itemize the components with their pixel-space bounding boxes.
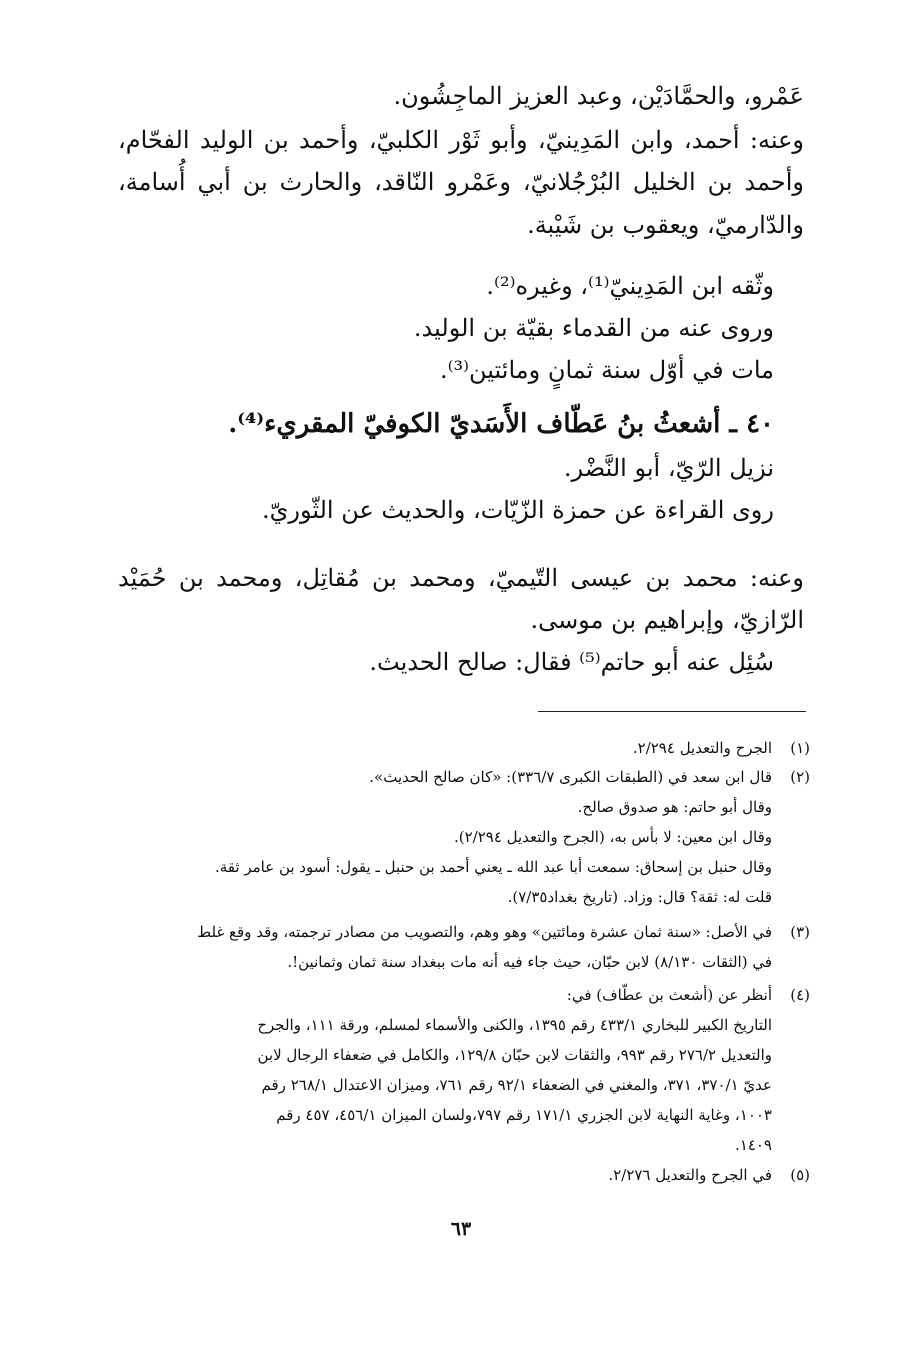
footnote-2-line-5: قلت له: ثقة؟ قال: وزاد. (تاريخ بغداد٧/٣٥).: [507, 888, 772, 906]
footnote-number: (١): [790, 739, 810, 757]
body-line-13: سُئِل عنه أبو حاتم⁽⁵⁾ فقال: صالح الحديث.: [369, 648, 774, 676]
body-line-12: الرّازيّ، وإبراهيم بن موسى.: [530, 606, 804, 634]
footnote-2-line-4: وقال حنبل بن إسحاق: سمعت أبا عبد الله ـ يعني أحمد بن حنبل ـ يقول: أسود بن عامر ثقة.: [215, 858, 772, 876]
entry-heading: ٤٠ ـ أشعثُ بنُ عَطّاف الأَسَديّ الكوفيّ المقريء⁽⁴⁾.: [228, 409, 774, 439]
body-line-11: وعنه: محمد بن عيسى التّيميّ، ومحمد بن مُقاتِل، ومحمد بن حُمَيْد: [118, 564, 804, 592]
footnote-number: (٢): [790, 768, 810, 786]
footnote-4: [112, 983, 810, 1007]
footnote-1: [112, 736, 810, 760]
footnote-4-line-4: عديّ ٣٧٠/١، ٣٧١، والمغني في الضعفاء ٩٢/١ رقم ٧٦١، وميزان الاعتدال ٢٦٨/١ رقم: [261, 1076, 772, 1094]
body-line-4: والدّارميّ، ويعقوب بن شَيْبة.: [527, 211, 804, 239]
footnote-4-line-2: التاريخ الكبير للبخاري ٤٣٣/١ رقم ١٣٩٥، والكنى والأسماء لمسلم، ورقة ١١١، والجرح: [257, 1016, 772, 1034]
footnote-text: الجرح والتعديل ٢/٢٩٤.: [632, 739, 772, 757]
footnote-text: في الأصل: «سنة ثمان عشرة ومائتين» وهو وهم، والتصويب من مصادر ترجمته، وقد وقع غلط: [197, 923, 772, 941]
body-line-10: روى القراءة عن حمزة الزّيّات، والحديث عن الثّوريّ.: [261, 496, 774, 524]
body-line-9: نزيل الرّيّ، أبو النَّضْر.: [563, 454, 774, 482]
footnote-5: [112, 1163, 810, 1187]
body-line-1: عَمْرو، والحمَّادَيْن، وعبد العزيز الماجِشُون.: [393, 82, 804, 110]
body-line-6: وروى عنه من القدماء بقيّة بن الوليد.: [413, 314, 774, 342]
footnote-2: [112, 765, 810, 789]
footnote-2-line-3: وقال ابن معين: لا بأس به، (الجرح والتعديل ٢/٢٩٤).: [453, 828, 772, 846]
footnote-3: [112, 920, 810, 944]
footnote-text: أنظر عن (أشعث بن عطّاف) في:: [566, 986, 772, 1004]
body-line-5: وثّقه ابن المَدِينيّ⁽¹⁾، وغيره⁽²⁾.: [486, 272, 774, 300]
footnote-number: (٤): [790, 986, 810, 1004]
footnote-text: في الجرح والتعديل ٢/٢٧٦.: [608, 1166, 772, 1184]
footnote-2-line-2: وقال أبو حاتم: هو صدوق صالح.: [577, 798, 772, 816]
footnote-4-line-6: ١٤٠٩.: [734, 1136, 772, 1154]
footnote-text: قال ابن سعد في (الطبقات الكبرى ٣٣٦/٧): «كان صالح الحديث».: [369, 768, 772, 786]
footnote-3-line-2: في (الثقات ٨/١٣٠) لابن حبّان، حيث جاء فيه أنه مات ببغداد سنة ثمان وثمانين!.: [287, 953, 772, 971]
footnote-number: (٣): [790, 923, 810, 941]
footnote-4-line-5: ١٠٠٣، وغاية النهاية لابن الجزري ١٧١/١ رقم ٧٩٧،ولسان الميزان ٤٥٦/١، ٤٥٧ رقم: [276, 1106, 772, 1124]
body-line-3: وأحمد بن الخليل البُرْجُلانيّ، وعَمْرو النّاقد، والحارث بن أبي أُسامة،: [118, 168, 804, 196]
body-line-2: وعنه: أحمد، وابن المَدِينيّ، وأبو ثَوْر الكلبيّ، وأحمد بن الوليد الفحّام،: [118, 126, 804, 154]
footnote-number: (٥): [790, 1166, 810, 1184]
page-number: ٦٣: [450, 1218, 472, 1240]
footnote-separator: [538, 711, 806, 712]
footnote-4-line-3: والتعديل ٢٧٦/٢ رقم ٩٩٣، والثقات لابن حبّان ١٢٩/٨، والكامل في ضعفاء الرجال لابن: [257, 1046, 772, 1064]
body-line-7: مات في أوّل سنة ثمانٍ ومائتين⁽³⁾.: [439, 356, 774, 384]
